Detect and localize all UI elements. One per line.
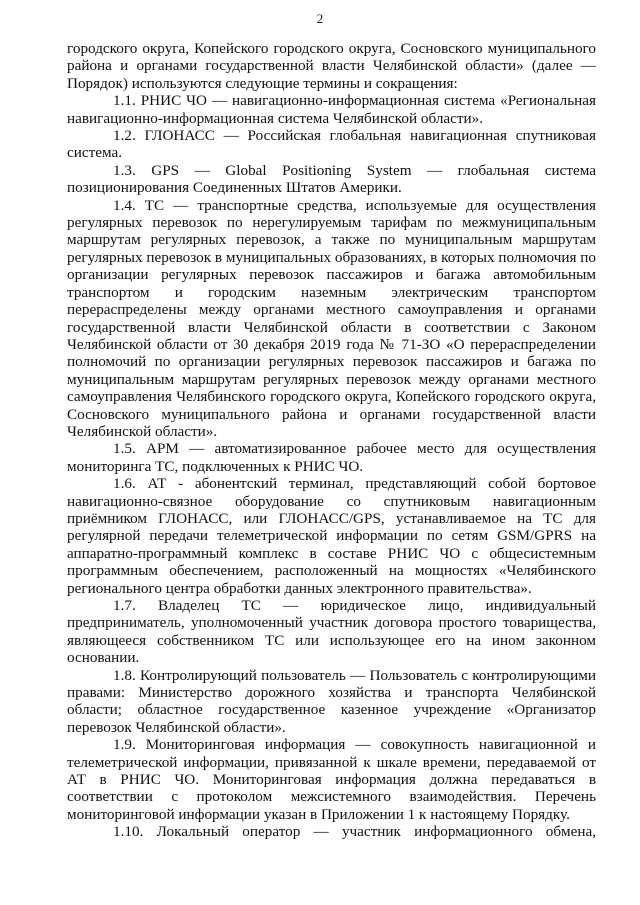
paragraph-1-4: 1.4. ТС — транспортные средства, используемые для осуществления регулярных перевозок по нерегулируемым тарифам по межмуниципальным маршрутам регулярных перевозок, а также по муниципальным маршрутам регулярных перевозок в муниципальных образованиях, в которых полномочия по организации регулярных перевозок пассажиров и багажа автомобильным транспортом и городским наземным электрическим транспортом перераспределены между органами местного самоуправления и органами государственной власти Челябинской области в соответствии с Законом Челябинской области от 30 декабря 2019 года № 71-ЗО «О перераспределении полномочий по организации регулярных перевозок пассажиров и багажа по муниципальным маршрутам регулярных перевозок между органами местного самоуправления Челябинского городского округа, Копейского городского округа, Сосновского муниципального района и органами государственной власти Челябинской области». bbox=[67, 196, 596, 440]
paragraph-intro-continuation: городского округа, Копейского городского округа, Сосновского муниципального района и органами государственной власти Челябинской области» (далее — Порядок) используются следующие термины и сокращения: bbox=[67, 40, 596, 92]
document-body bbox=[67, 40, 596, 841]
page-number: 2 bbox=[316, 11, 324, 26]
paragraph-1-8: 1.8. Контролирующий пользователь — Пользователь с контролирующими правами: Министерство дорожного хозяйства и транспорта Челябинской области; областное государственное казенное учреждение «Организатор перевозок Челябинской области». bbox=[67, 666, 596, 736]
paragraph-1-5: 1.5. АРМ — автоматизированное рабочее место для осуществления мониторинга ТС, подключенных к РНИС ЧО. bbox=[67, 440, 596, 475]
paragraph-1-3: 1.3. GPS — Global Positioning System — глобальная система позиционирования Соединенных Штатов Америки. bbox=[67, 161, 596, 197]
paragraph-1-10: 1.10. Локальный оператор — участник информационного обмена, bbox=[113, 823, 596, 841]
paragraph-1-1: 1.1. РНИС ЧО — навигационно-информационная система «Региональная навигационно-информационная система Челябинской области». bbox=[67, 92, 596, 127]
paragraph-1-2: 1.2. ГЛОНАСС — Российская глобальная навигационная спутниковая система. bbox=[67, 127, 596, 162]
paragraph-1-7: 1.7. Владелец ТС — юридическое лицо, индивидуальный предприниматель, уполномоченный участник договора простого товарищества, являющееся собственником ТС или использующее его на ином законном основании. bbox=[67, 597, 596, 667]
paragraph-1-9: 1.9. Мониторинговая информация — совокупность навигационной и телеметрической информации, привязанной к шкале времени, передаваемой от АТ в РНИС ЧО. Мониторинговая информация должна передаваться в соответствии с протоколом межсистемного взаимодействия. Перечень мониторинговой информации указан в Приложении 1 к настоящему Порядку. bbox=[67, 736, 596, 823]
paragraph-1-6: 1.6. АТ - абонентский терминал, представляющий собой бортовое навигационно-связное оборудование со спутниковым навигационным приёмником ГЛОНАСС, или ГЛОНАСС/GPS, устанавливаемое на ТС для регулярной передачи телеметрической информации по сетям GSM/GPRS на аппаратно-программный комплекс в составе РНИС ЧО с общесистемным программным обеспечением, расположенный на мощностях «Челябинского регионального центра обработки данных электронного правительства». bbox=[67, 475, 596, 597]
